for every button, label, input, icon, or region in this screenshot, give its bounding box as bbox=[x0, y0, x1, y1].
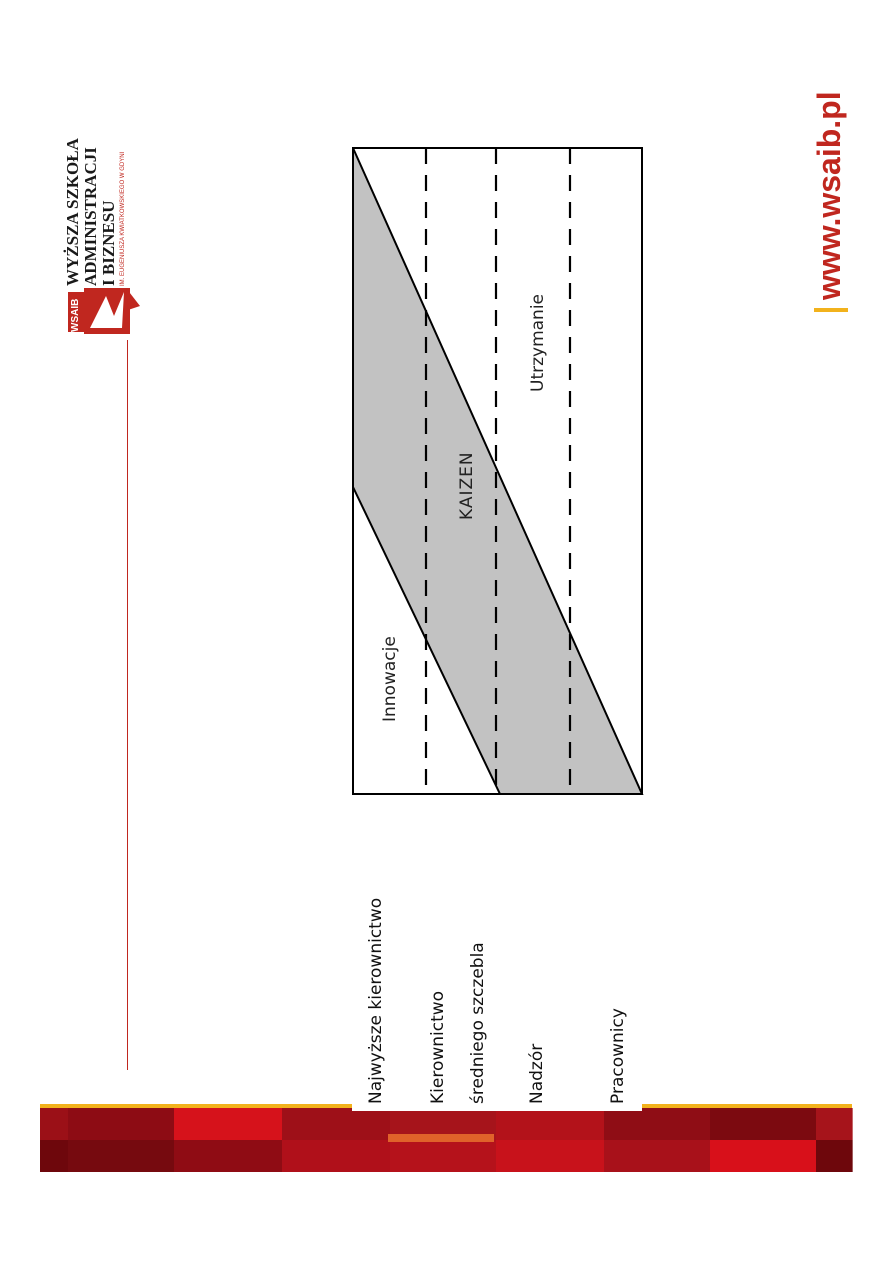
level-supervision: Nadzór bbox=[527, 1043, 547, 1104]
website-link[interactable]: www.wsaib.pl bbox=[811, 91, 847, 300]
level-top-management: Najwyższe kierownictwo bbox=[366, 897, 386, 1104]
level-middle-management-1: Kierownictwo bbox=[428, 990, 448, 1104]
label-utrzymanie: Utrzymanie bbox=[528, 293, 548, 392]
logo bbox=[62, 120, 142, 340]
label-innowacje: Innowacje bbox=[380, 636, 400, 722]
logo-line3: I BIZNESU bbox=[99, 200, 118, 286]
website-accent-bar bbox=[814, 308, 848, 312]
logo-line2: ADMINISTRACJI bbox=[81, 147, 100, 286]
logo-line1: WYŻSZA SZKOŁA bbox=[63, 138, 82, 286]
label-kaizen: KAIZEN bbox=[457, 451, 477, 520]
band-accent-bar bbox=[388, 1134, 494, 1142]
divider-line bbox=[127, 340, 128, 1070]
levels-label-box bbox=[352, 915, 642, 1111]
level-middle-management-2: średniego szczebla bbox=[468, 942, 488, 1104]
logo-badge-text: WSAIB bbox=[70, 298, 81, 332]
level-workers: Pracownicy bbox=[608, 1008, 628, 1104]
website-block bbox=[806, 90, 856, 335]
logo-subtitle: IM. EUGENIUSZA KWIATKOWSKIEGO W GDYNI bbox=[120, 151, 126, 286]
